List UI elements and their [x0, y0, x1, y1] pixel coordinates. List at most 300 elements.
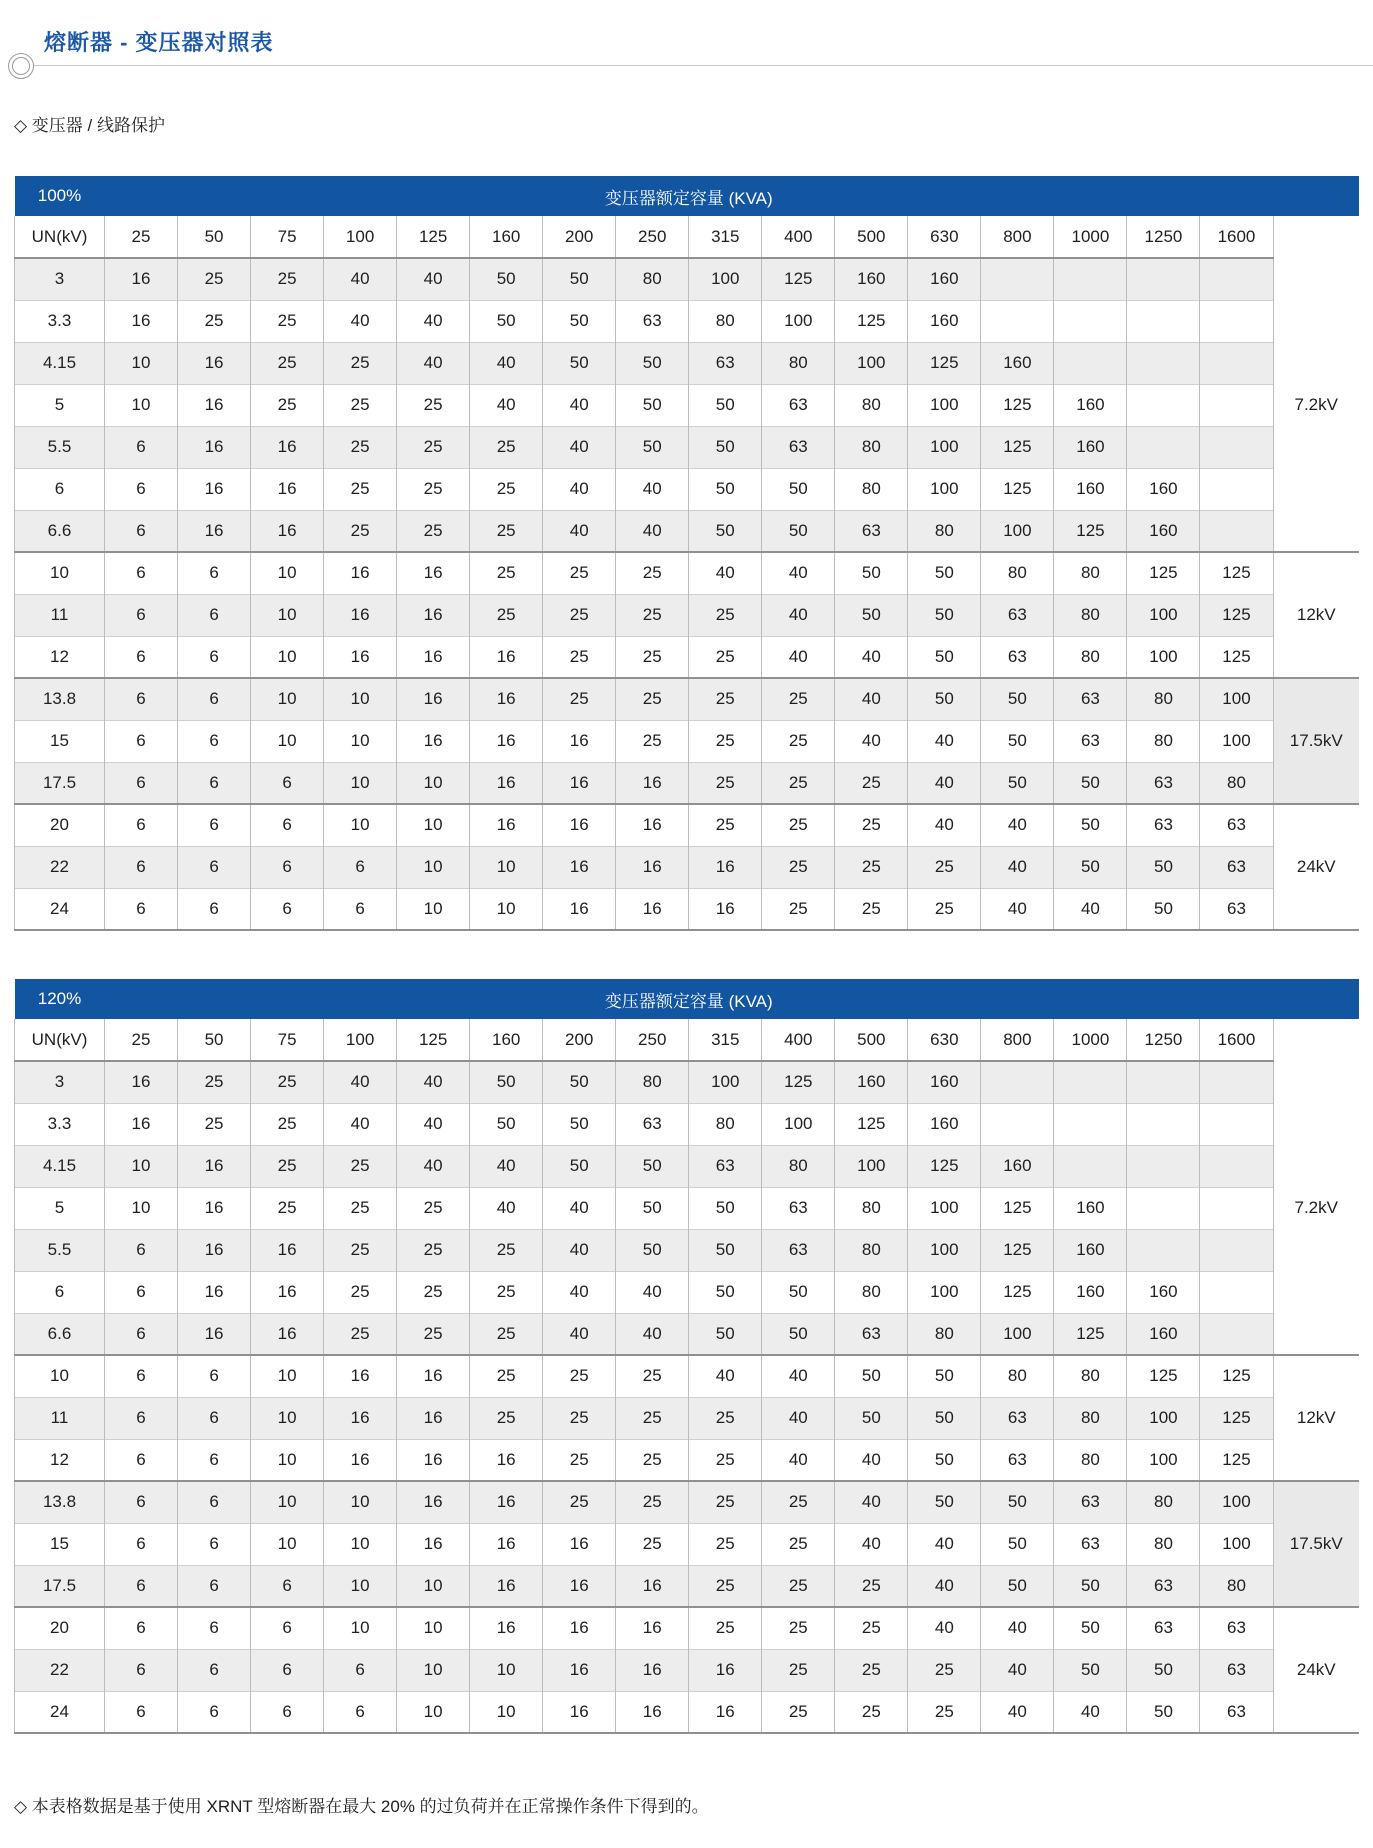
value-cell: 6	[178, 594, 251, 636]
value-cell: 6	[324, 1649, 397, 1691]
value-cell: 50	[1054, 804, 1127, 846]
value-cell: 40	[689, 1355, 762, 1397]
value-cell: 40	[470, 342, 543, 384]
value-cell	[1127, 1061, 1200, 1103]
value-cell	[1200, 258, 1273, 300]
value-cell: 25	[324, 384, 397, 426]
value-cell: 80	[616, 1061, 689, 1103]
value-cell: 80	[981, 1355, 1054, 1397]
value-cell: 63	[981, 636, 1054, 678]
value-cell: 10	[397, 846, 470, 888]
value-cell: 25	[689, 1607, 762, 1649]
row-header-un: 24	[15, 888, 105, 930]
value-cell: 125	[981, 1187, 1054, 1229]
value-cell: 16	[251, 1313, 324, 1355]
capacity-column-header: 250	[616, 1019, 689, 1061]
capacity-column-header: 160	[470, 216, 543, 258]
value-cell: 80	[835, 468, 908, 510]
value-cell: 40	[1054, 1691, 1127, 1733]
value-cell: 40	[397, 258, 470, 300]
value-cell: 6	[105, 552, 178, 594]
row-header-un: 3.3	[15, 300, 105, 342]
value-cell: 40	[616, 510, 689, 552]
voltage-group-label: 24kV	[1273, 1607, 1359, 1733]
row-header-un: 11	[15, 594, 105, 636]
value-cell: 16	[543, 1607, 616, 1649]
value-cell: 25	[470, 510, 543, 552]
value-cell: 50	[616, 426, 689, 468]
capacity-column-header: 100	[324, 1019, 397, 1061]
voltage-group-label: 12kV	[1273, 1355, 1359, 1481]
value-cell: 125	[908, 1145, 981, 1187]
value-cell: 160	[981, 1145, 1054, 1187]
value-cell: 63	[1127, 1607, 1200, 1649]
value-cell: 25	[835, 846, 908, 888]
value-cell: 16	[324, 1397, 397, 1439]
value-cell: 10	[251, 1481, 324, 1523]
value-cell: 25	[616, 1523, 689, 1565]
value-cell: 25	[762, 846, 835, 888]
value-cell: 25	[324, 426, 397, 468]
value-cell: 40	[324, 300, 397, 342]
value-cell: 50	[616, 1229, 689, 1271]
value-cell: 50	[616, 1145, 689, 1187]
value-cell: 25	[689, 1397, 762, 1439]
value-cell	[1054, 1103, 1127, 1145]
row-header-un: 11	[15, 1397, 105, 1439]
table-row	[15, 762, 1360, 804]
value-cell: 25	[251, 300, 324, 342]
value-cell: 25	[324, 468, 397, 510]
voltage-column-spacer	[1273, 216, 1359, 258]
value-cell: 10	[251, 1523, 324, 1565]
value-cell: 40	[835, 720, 908, 762]
value-cell: 6	[105, 888, 178, 930]
capacity-column-header: 315	[689, 216, 762, 258]
value-cell: 50	[908, 1397, 981, 1439]
capacity-column-header: 50	[178, 1019, 251, 1061]
value-cell: 25	[470, 1271, 543, 1313]
value-cell: 100	[1200, 678, 1273, 720]
value-cell: 25	[908, 888, 981, 930]
un-kv-header: UN(kV)	[15, 1019, 105, 1061]
row-header-un: 24	[15, 1691, 105, 1733]
value-cell: 63	[1054, 1481, 1127, 1523]
value-cell: 16	[251, 426, 324, 468]
value-cell: 50	[1054, 1607, 1127, 1649]
value-cell: 50	[981, 1565, 1054, 1607]
value-cell: 50	[470, 300, 543, 342]
value-cell: 6	[251, 846, 324, 888]
value-cell: 50	[981, 720, 1054, 762]
value-cell: 6	[105, 1649, 178, 1691]
section-subtitle: ◇ 变压器 / 线路保护	[14, 116, 165, 135]
capacity-column-header: 200	[543, 216, 616, 258]
capacity-column-header: 400	[762, 1019, 835, 1061]
value-cell: 40	[543, 1187, 616, 1229]
value-cell: 25	[397, 1271, 470, 1313]
value-cell: 16	[470, 1607, 543, 1649]
value-cell: 50	[470, 1061, 543, 1103]
value-cell: 125	[908, 342, 981, 384]
value-cell: 10	[324, 720, 397, 762]
value-cell: 63	[1200, 1691, 1273, 1733]
value-cell: 25	[470, 1313, 543, 1355]
value-cell: 25	[908, 1649, 981, 1691]
table-row	[15, 888, 1360, 930]
value-cell: 25	[762, 720, 835, 762]
value-cell: 160	[835, 258, 908, 300]
value-cell: 80	[908, 1313, 981, 1355]
value-cell: 25	[543, 636, 616, 678]
value-cell: 63	[762, 1187, 835, 1229]
value-cell: 100	[1200, 1481, 1273, 1523]
value-cell: 10	[470, 1691, 543, 1733]
value-cell	[1200, 1061, 1273, 1103]
value-cell: 6	[105, 636, 178, 678]
row-header-un: 15	[15, 1523, 105, 1565]
table-row	[15, 510, 1360, 552]
value-cell: 6	[105, 1607, 178, 1649]
value-cell: 50	[908, 1355, 981, 1397]
value-cell: 80	[835, 1271, 908, 1313]
value-cell: 6	[251, 762, 324, 804]
value-cell: 100	[1127, 636, 1200, 678]
capacity-column-header: 1000	[1054, 216, 1127, 258]
value-cell: 63	[835, 1313, 908, 1355]
value-cell	[1127, 1145, 1200, 1187]
value-cell: 50	[908, 678, 981, 720]
value-cell: 100	[908, 1271, 981, 1313]
value-cell: 25	[689, 804, 762, 846]
value-cell: 40	[908, 1607, 981, 1649]
table-row	[15, 1313, 1360, 1355]
table-row	[15, 1229, 1360, 1271]
value-cell: 50	[1127, 1649, 1200, 1691]
value-cell: 6	[178, 1607, 251, 1649]
value-cell: 6	[178, 552, 251, 594]
value-cell: 100	[835, 1145, 908, 1187]
value-cell: 80	[1054, 1355, 1127, 1397]
value-cell: 25	[470, 1355, 543, 1397]
value-cell: 125	[981, 384, 1054, 426]
capacity-column-header: 800	[981, 216, 1054, 258]
value-cell: 63	[981, 1439, 1054, 1481]
capacity-column-header: 800	[981, 1019, 1054, 1061]
value-cell: 50	[908, 552, 981, 594]
value-cell: 100	[1200, 1523, 1273, 1565]
value-cell: 6	[105, 426, 178, 468]
value-cell: 100	[908, 384, 981, 426]
value-cell: 10	[251, 1397, 324, 1439]
row-header-un: 12	[15, 1439, 105, 1481]
value-cell: 16	[470, 1481, 543, 1523]
value-cell: 10	[324, 678, 397, 720]
capacity-column-header: 250	[616, 216, 689, 258]
value-cell: 16	[470, 678, 543, 720]
value-cell: 6	[251, 1691, 324, 1733]
value-cell: 50	[689, 1271, 762, 1313]
value-cell: 16	[178, 426, 251, 468]
value-cell: 6	[178, 1691, 251, 1733]
value-cell: 50	[981, 678, 1054, 720]
value-cell: 40	[543, 1313, 616, 1355]
capacity-column-header: 100	[324, 216, 397, 258]
value-cell: 16	[543, 762, 616, 804]
value-cell	[1200, 468, 1273, 510]
value-cell: 25	[470, 426, 543, 468]
value-cell: 25	[762, 1649, 835, 1691]
value-cell: 16	[689, 1691, 762, 1733]
value-cell: 125	[981, 468, 1054, 510]
table-row	[15, 594, 1360, 636]
capacity-title: 变压器额定容量 (KVA)	[105, 176, 1274, 216]
value-cell: 16	[616, 888, 689, 930]
value-cell: 125	[1054, 510, 1127, 552]
value-cell: 160	[1127, 1271, 1200, 1313]
value-cell: 125	[1200, 1397, 1273, 1439]
value-cell: 50	[1127, 888, 1200, 930]
value-cell: 100	[1127, 1397, 1200, 1439]
value-cell: 50	[981, 1481, 1054, 1523]
value-cell: 25	[470, 552, 543, 594]
value-cell: 25	[835, 1607, 908, 1649]
value-cell: 25	[835, 888, 908, 930]
value-cell: 6	[178, 804, 251, 846]
value-cell	[1054, 1061, 1127, 1103]
value-cell: 160	[908, 300, 981, 342]
value-cell: 63	[616, 1103, 689, 1145]
value-cell: 16	[543, 1565, 616, 1607]
value-cell: 25	[616, 1397, 689, 1439]
value-cell: 25	[908, 1691, 981, 1733]
table-row	[15, 678, 1360, 720]
value-cell: 125	[835, 300, 908, 342]
row-header-un: 3	[15, 258, 105, 300]
value-cell: 40	[616, 1313, 689, 1355]
value-cell: 40	[981, 1649, 1054, 1691]
row-header-un: 6.6	[15, 510, 105, 552]
value-cell: 40	[324, 1103, 397, 1145]
value-cell: 25	[397, 468, 470, 510]
value-cell: 80	[1127, 1481, 1200, 1523]
value-cell: 63	[1200, 846, 1273, 888]
value-cell	[1054, 1145, 1127, 1187]
value-cell: 6	[178, 1565, 251, 1607]
value-cell: 50	[762, 468, 835, 510]
value-cell: 25	[543, 552, 616, 594]
value-cell: 25	[689, 1523, 762, 1565]
percent-badge: 120%	[15, 979, 105, 1019]
value-cell: 125	[981, 1229, 1054, 1271]
value-cell: 25	[397, 1229, 470, 1271]
value-cell: 6	[105, 846, 178, 888]
table-row	[15, 804, 1360, 846]
value-cell: 25	[762, 1565, 835, 1607]
value-cell: 16	[178, 1229, 251, 1271]
value-cell: 63	[1054, 720, 1127, 762]
value-cell: 40	[835, 1481, 908, 1523]
value-cell: 50	[908, 1481, 981, 1523]
capacity-column-header: 630	[908, 216, 981, 258]
column-header-row	[15, 1019, 1360, 1061]
table-row	[15, 300, 1360, 342]
value-cell: 160	[1054, 426, 1127, 468]
value-cell: 6	[105, 1229, 178, 1271]
value-cell: 40	[981, 888, 1054, 930]
value-cell: 40	[908, 720, 981, 762]
capacity-column-header: 125	[397, 1019, 470, 1061]
value-cell: 125	[1200, 636, 1273, 678]
value-cell: 160	[908, 1103, 981, 1145]
value-cell	[1200, 300, 1273, 342]
value-cell: 40	[324, 258, 397, 300]
value-cell: 50	[616, 1187, 689, 1229]
capacity-column-header: 50	[178, 216, 251, 258]
value-cell: 125	[1200, 552, 1273, 594]
value-cell: 25	[397, 384, 470, 426]
value-cell: 50	[908, 636, 981, 678]
value-cell: 6	[105, 1439, 178, 1481]
value-cell: 63	[689, 1145, 762, 1187]
value-cell: 25	[835, 762, 908, 804]
value-cell: 160	[835, 1061, 908, 1103]
value-cell: 63	[762, 1229, 835, 1271]
row-header-un: 22	[15, 1649, 105, 1691]
value-cell: 6	[178, 1397, 251, 1439]
voltage-group-label: 17.5kV	[1273, 678, 1359, 804]
value-cell: 63	[835, 510, 908, 552]
value-cell: 25	[835, 1649, 908, 1691]
value-cell: 80	[762, 342, 835, 384]
value-cell: 50	[835, 1355, 908, 1397]
value-cell: 160	[1054, 1229, 1127, 1271]
capacity-column-header: 25	[105, 1019, 178, 1061]
value-cell: 16	[689, 888, 762, 930]
value-cell	[1127, 426, 1200, 468]
table-row	[15, 1103, 1360, 1145]
value-cell: 16	[178, 468, 251, 510]
value-cell: 40	[397, 1145, 470, 1187]
value-cell: 40	[470, 384, 543, 426]
value-cell: 16	[397, 636, 470, 678]
value-cell: 25	[616, 594, 689, 636]
value-cell	[981, 1103, 1054, 1145]
value-cell: 16	[397, 1481, 470, 1523]
value-cell: 40	[908, 1565, 981, 1607]
value-cell: 6	[105, 1691, 178, 1733]
value-cell: 10	[251, 1439, 324, 1481]
value-cell: 40	[762, 1397, 835, 1439]
value-cell: 80	[1127, 1523, 1200, 1565]
value-cell: 10	[251, 636, 324, 678]
value-cell: 6	[251, 888, 324, 930]
table-row	[15, 846, 1360, 888]
value-cell: 80	[689, 300, 762, 342]
value-cell: 6	[105, 1355, 178, 1397]
value-cell	[1127, 300, 1200, 342]
capacity-column-header: 500	[835, 216, 908, 258]
value-cell: 6	[251, 1649, 324, 1691]
row-header-un: 17.5	[15, 762, 105, 804]
capacity-column-header: 630	[908, 1019, 981, 1061]
value-cell: 63	[1200, 1649, 1273, 1691]
value-cell: 16	[251, 510, 324, 552]
page-header	[14, 26, 1359, 93]
value-cell: 10	[470, 846, 543, 888]
value-cell: 16	[251, 1229, 324, 1271]
value-cell: 50	[1127, 1691, 1200, 1733]
value-cell: 25	[470, 1229, 543, 1271]
value-cell: 25	[543, 678, 616, 720]
value-cell: 25	[178, 300, 251, 342]
value-cell: 25	[762, 804, 835, 846]
value-cell: 6	[105, 1397, 178, 1439]
value-cell: 25	[762, 1607, 835, 1649]
row-header-un: 22	[15, 846, 105, 888]
value-cell: 25	[543, 1439, 616, 1481]
value-cell: 16	[324, 1439, 397, 1481]
value-cell: 40	[543, 1271, 616, 1313]
value-cell: 40	[1054, 888, 1127, 930]
table-row	[15, 1355, 1360, 1397]
value-cell: 10	[397, 1565, 470, 1607]
footnote: ◇ 本表格数据是基于使用 XRNT 型熔断器在最大 20% 的过负荷并在正常操作条件下得到的。	[14, 1797, 709, 1816]
value-cell: 16	[397, 1523, 470, 1565]
table-row	[15, 1187, 1360, 1229]
value-cell: 6	[105, 1565, 178, 1607]
value-cell: 50	[470, 1103, 543, 1145]
value-cell: 10	[251, 1355, 324, 1397]
value-cell	[1200, 426, 1273, 468]
value-cell: 25	[616, 678, 689, 720]
value-cell: 125	[835, 1103, 908, 1145]
value-cell: 125	[981, 1271, 1054, 1313]
table-row	[15, 1691, 1360, 1733]
value-cell: 6	[105, 510, 178, 552]
value-cell: 125	[1127, 552, 1200, 594]
value-cell: 10	[470, 888, 543, 930]
capacity-column-header: 400	[762, 216, 835, 258]
value-cell: 125	[1127, 1355, 1200, 1397]
row-header-un: 3	[15, 1061, 105, 1103]
column-header-row	[15, 216, 1360, 258]
value-cell: 10	[470, 1649, 543, 1691]
double-circle-icon	[8, 53, 34, 79]
value-cell: 25	[324, 1187, 397, 1229]
value-cell: 10	[105, 384, 178, 426]
value-cell: 10	[397, 1607, 470, 1649]
value-cell: 100	[908, 468, 981, 510]
row-header-un: 12	[15, 636, 105, 678]
value-cell	[1200, 1271, 1273, 1313]
value-cell: 125	[1054, 1313, 1127, 1355]
value-cell: 40	[397, 300, 470, 342]
value-cell: 16	[251, 1271, 324, 1313]
value-cell: 25	[178, 258, 251, 300]
value-cell: 40	[324, 1061, 397, 1103]
value-cell: 16	[543, 804, 616, 846]
value-cell: 16	[543, 1649, 616, 1691]
value-cell: 6	[251, 1565, 324, 1607]
value-cell: 6	[178, 846, 251, 888]
value-cell: 160	[908, 1061, 981, 1103]
table-row	[15, 384, 1360, 426]
row-header-un: 5.5	[15, 426, 105, 468]
value-cell: 25	[470, 468, 543, 510]
value-cell	[1054, 300, 1127, 342]
value-cell: 16	[543, 888, 616, 930]
